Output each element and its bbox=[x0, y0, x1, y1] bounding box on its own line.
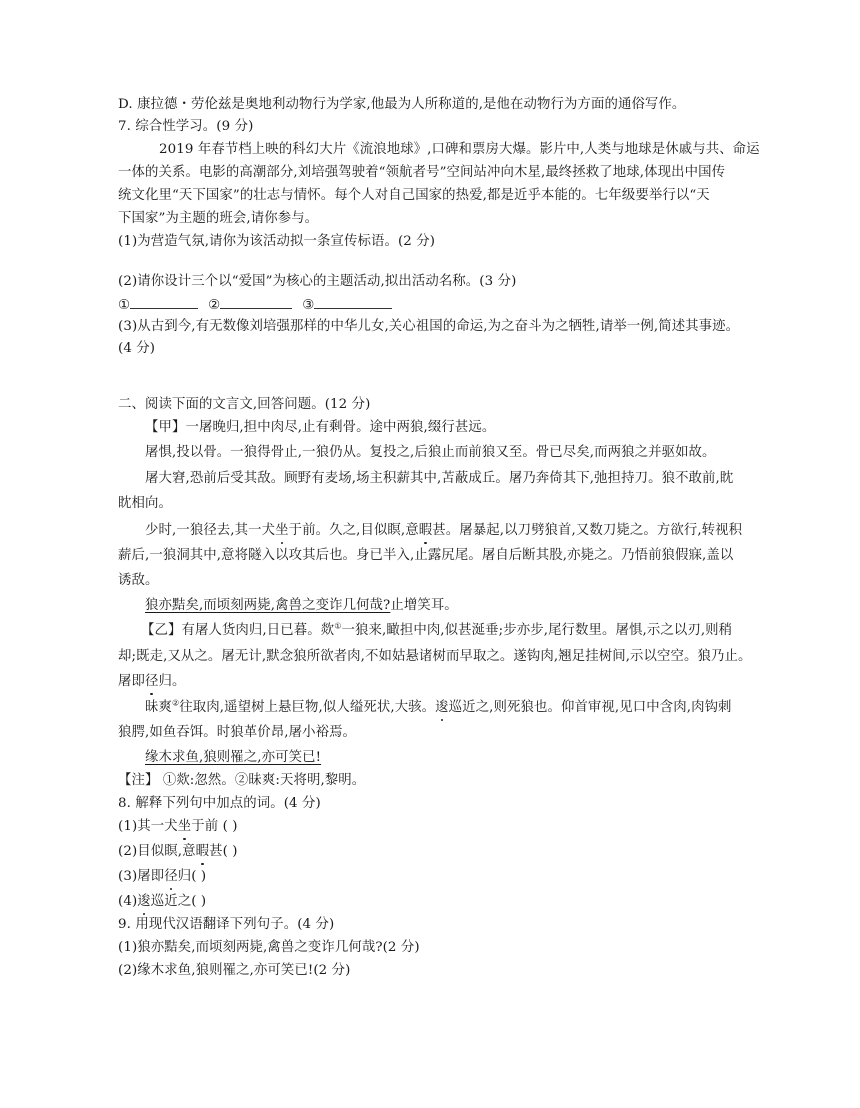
q7-sub-1: (1)为营造气氛,请你为该活动拟一条宣传标语。(2 分) bbox=[118, 234, 436, 249]
q8-item-1 bbox=[118, 818, 750, 836]
q8-item-3 bbox=[118, 868, 750, 886]
text-jia-line-2: 屠惧,投以骨。一狼得骨止,一狼仍从。复投之,后狼止而前狼又至。骨已尽矣,而两狼之并驱如故。 bbox=[145, 445, 716, 460]
q7-passage-line-2: 一体的关系。电影的高潮部分,刘培强驾驶着“领航者号”空间站冲向木星,最终拯救了地球,体现出中国传 bbox=[118, 165, 726, 180]
underlined-sentence-1: 狼亦黠矣,而顷刻两毙,禽兽之变诈几何哉? bbox=[145, 598, 391, 613]
q7-passage-line-1: 2019 年春节档上映的科幻大片《流浪地球》,口碑和票房大爆。影片中,人类与地球是休戚与共、命运 bbox=[159, 142, 760, 157]
question-9-heading: 9. 用现代汉语翻译下列句子。(4 分) bbox=[118, 917, 335, 932]
answer-blank-1[interactable] bbox=[130, 296, 198, 309]
text-segment: (4) bbox=[118, 894, 138, 909]
text-segment: (1)其一犬 bbox=[118, 819, 178, 834]
q7-sub-2: (2)请你设计三个以“爱国”为核心的主题活动,拟出活动名称。(3 分) bbox=[118, 274, 517, 289]
dotted-char-xia: 暇 bbox=[195, 844, 210, 859]
text-yi-line-5: 狼腭,如鱼吞饵。时狼革价昂,屠小裕焉。 bbox=[118, 725, 357, 740]
dotted-char-xia: 暇 bbox=[418, 523, 433, 538]
dotted-char-zuo: 坐 bbox=[275, 523, 289, 538]
q7-sub-3-score: (4 分) bbox=[118, 341, 156, 356]
dotted-char-qun: 逡 bbox=[137, 894, 151, 909]
text-jia-line-7: 诱敌。 bbox=[118, 573, 159, 588]
text-segment: 于前。久之,目似瞑,意 bbox=[288, 523, 419, 538]
text-segment: (2)目似瞑,意 bbox=[118, 844, 196, 859]
text-jia-line-6: 薪后,一狼洞其中,意将隧入以攻其后也。身已半入,止露尻尾。屠自后断其股,亦毙之。乃悟前狼假寐,盖以 bbox=[118, 548, 734, 563]
text-segment: 甚( ) bbox=[209, 844, 238, 859]
section-2-heading: 二、阅读下面的文言文,回答问题。(12 分) bbox=[118, 397, 371, 412]
text-yi-line-6 bbox=[145, 749, 750, 767]
text-segment: (3)屠即 bbox=[118, 869, 165, 884]
annotation-note: 【注】 ①欻:忽然。②昧爽:天将明,黎明。 bbox=[118, 773, 366, 788]
q7-sub-2-blanks bbox=[118, 296, 750, 315]
text-segment: 昧爽 bbox=[145, 700, 172, 715]
text-segment: 归( ) bbox=[177, 869, 207, 884]
text-segment: 于前 ( ) bbox=[191, 819, 238, 834]
text-segment: 【乙】有屠人货肉归,日已暮。欻 bbox=[141, 623, 335, 638]
text-segment: 一狼来,瞰担中肉,似甚涎垂;步亦步,尾行数里。屠惧,示之以刃,则稍 bbox=[341, 623, 733, 638]
q7-passage-line-3: 统文化里“天下国家”的壮志与情怀。每个人对自己国家的热爱,都是近乎本能的。七年级要举行以“天 bbox=[118, 188, 710, 203]
question-7-heading: 7. 综合性学习。(9 分) bbox=[118, 119, 254, 134]
text-yi-line-3 bbox=[118, 673, 750, 691]
dotted-char-qun: 逡 bbox=[435, 700, 449, 715]
q9-item-1: (1)狼亦黠矣,而顷刻两毙,禽兽之变诈几何哉?(2 分) bbox=[118, 940, 420, 955]
dotted-char-jing: 径 bbox=[164, 869, 178, 884]
option-d: D. 康拉德・劳伦兹是奥地利动物行为学家,他最为人所称道的,是他在动物行为方面的通俗写作。 bbox=[118, 97, 686, 112]
text-jia-line-4: 眈相向。 bbox=[118, 496, 172, 511]
text-jia-line-8 bbox=[145, 597, 750, 615]
text-segment: 往取肉,遥望树上悬巨物,似人缢死状,大骇。 bbox=[179, 700, 436, 715]
footnote-mark-2: ② bbox=[171, 698, 180, 708]
q8-item-2 bbox=[118, 843, 750, 861]
footnote-mark-1: ① bbox=[334, 621, 342, 631]
text-segment: 甚。屠暴起,以刀劈狼首,又数刀毙之。方欲行,转视积 bbox=[432, 523, 743, 538]
text-segment: 少时,一狼径去,其一犬 bbox=[145, 523, 276, 538]
q7-passage-line-4: 下国家”为主题的班会,请你参与。 bbox=[118, 211, 319, 226]
text-jia-line-1: 【甲】一屠晚归,担中肉尽,止有剩骨。途中两狼,缀行甚远。 bbox=[145, 420, 496, 435]
text-yi-line-2: 却;既走,又从之。屠无计,默念狼所欲者肉,不如姑悬诸树而早取之。遂钩肉,翘足挂树间,示以空空。狼乃止。 bbox=[118, 649, 752, 664]
text-segment: 止增笑耳。 bbox=[390, 598, 458, 613]
q9-item-2: (2)缘木求鱼,狼则罹之,亦可笑已!(2 分) bbox=[118, 963, 351, 978]
text-segment: 巡近之( ) bbox=[150, 894, 207, 909]
answer-blank-2[interactable] bbox=[220, 296, 292, 309]
underlined-sentence-2: 缘木求鱼,狼则罹之,亦可笑已! bbox=[145, 750, 322, 765]
answer-blank-3[interactable] bbox=[314, 296, 392, 309]
dotted-char-jing: 径 bbox=[144, 674, 159, 689]
dotted-char-zuo: 坐 bbox=[177, 819, 192, 834]
blank-label-3: ③ bbox=[302, 298, 315, 313]
text-segment: 归。 bbox=[158, 674, 186, 689]
text-jia-line-5 bbox=[145, 522, 750, 540]
q8-item-4 bbox=[118, 893, 750, 911]
q7-sub-3: (3)从古到今,有无数像刘培强那样的中华儿女,关心祖国的命运,为之奋斗为之牺牲,请举一例,简述其事迹。 bbox=[118, 319, 740, 334]
text-yi-line-1 bbox=[141, 622, 746, 640]
blank-label-2: ② bbox=[208, 298, 221, 313]
text-yi-line-4 bbox=[145, 699, 750, 717]
question-8-heading: 8. 解释下列句中加点的词。(4 分) bbox=[118, 796, 321, 811]
text-segment: 屠即 bbox=[118, 674, 145, 689]
blank-label-1: ① bbox=[118, 298, 131, 313]
text-jia-line-3: 屠大窘,恐前后受其敌。顾野有麦场,场主积薪其中,苫蔽成丘。屠乃奔倚其下,弛担持刀。狼不敢前,眈 bbox=[145, 471, 734, 486]
text-segment: 巡近之,则死狼也。仰首审视,见口中含肉,肉钩刺 bbox=[448, 700, 732, 715]
